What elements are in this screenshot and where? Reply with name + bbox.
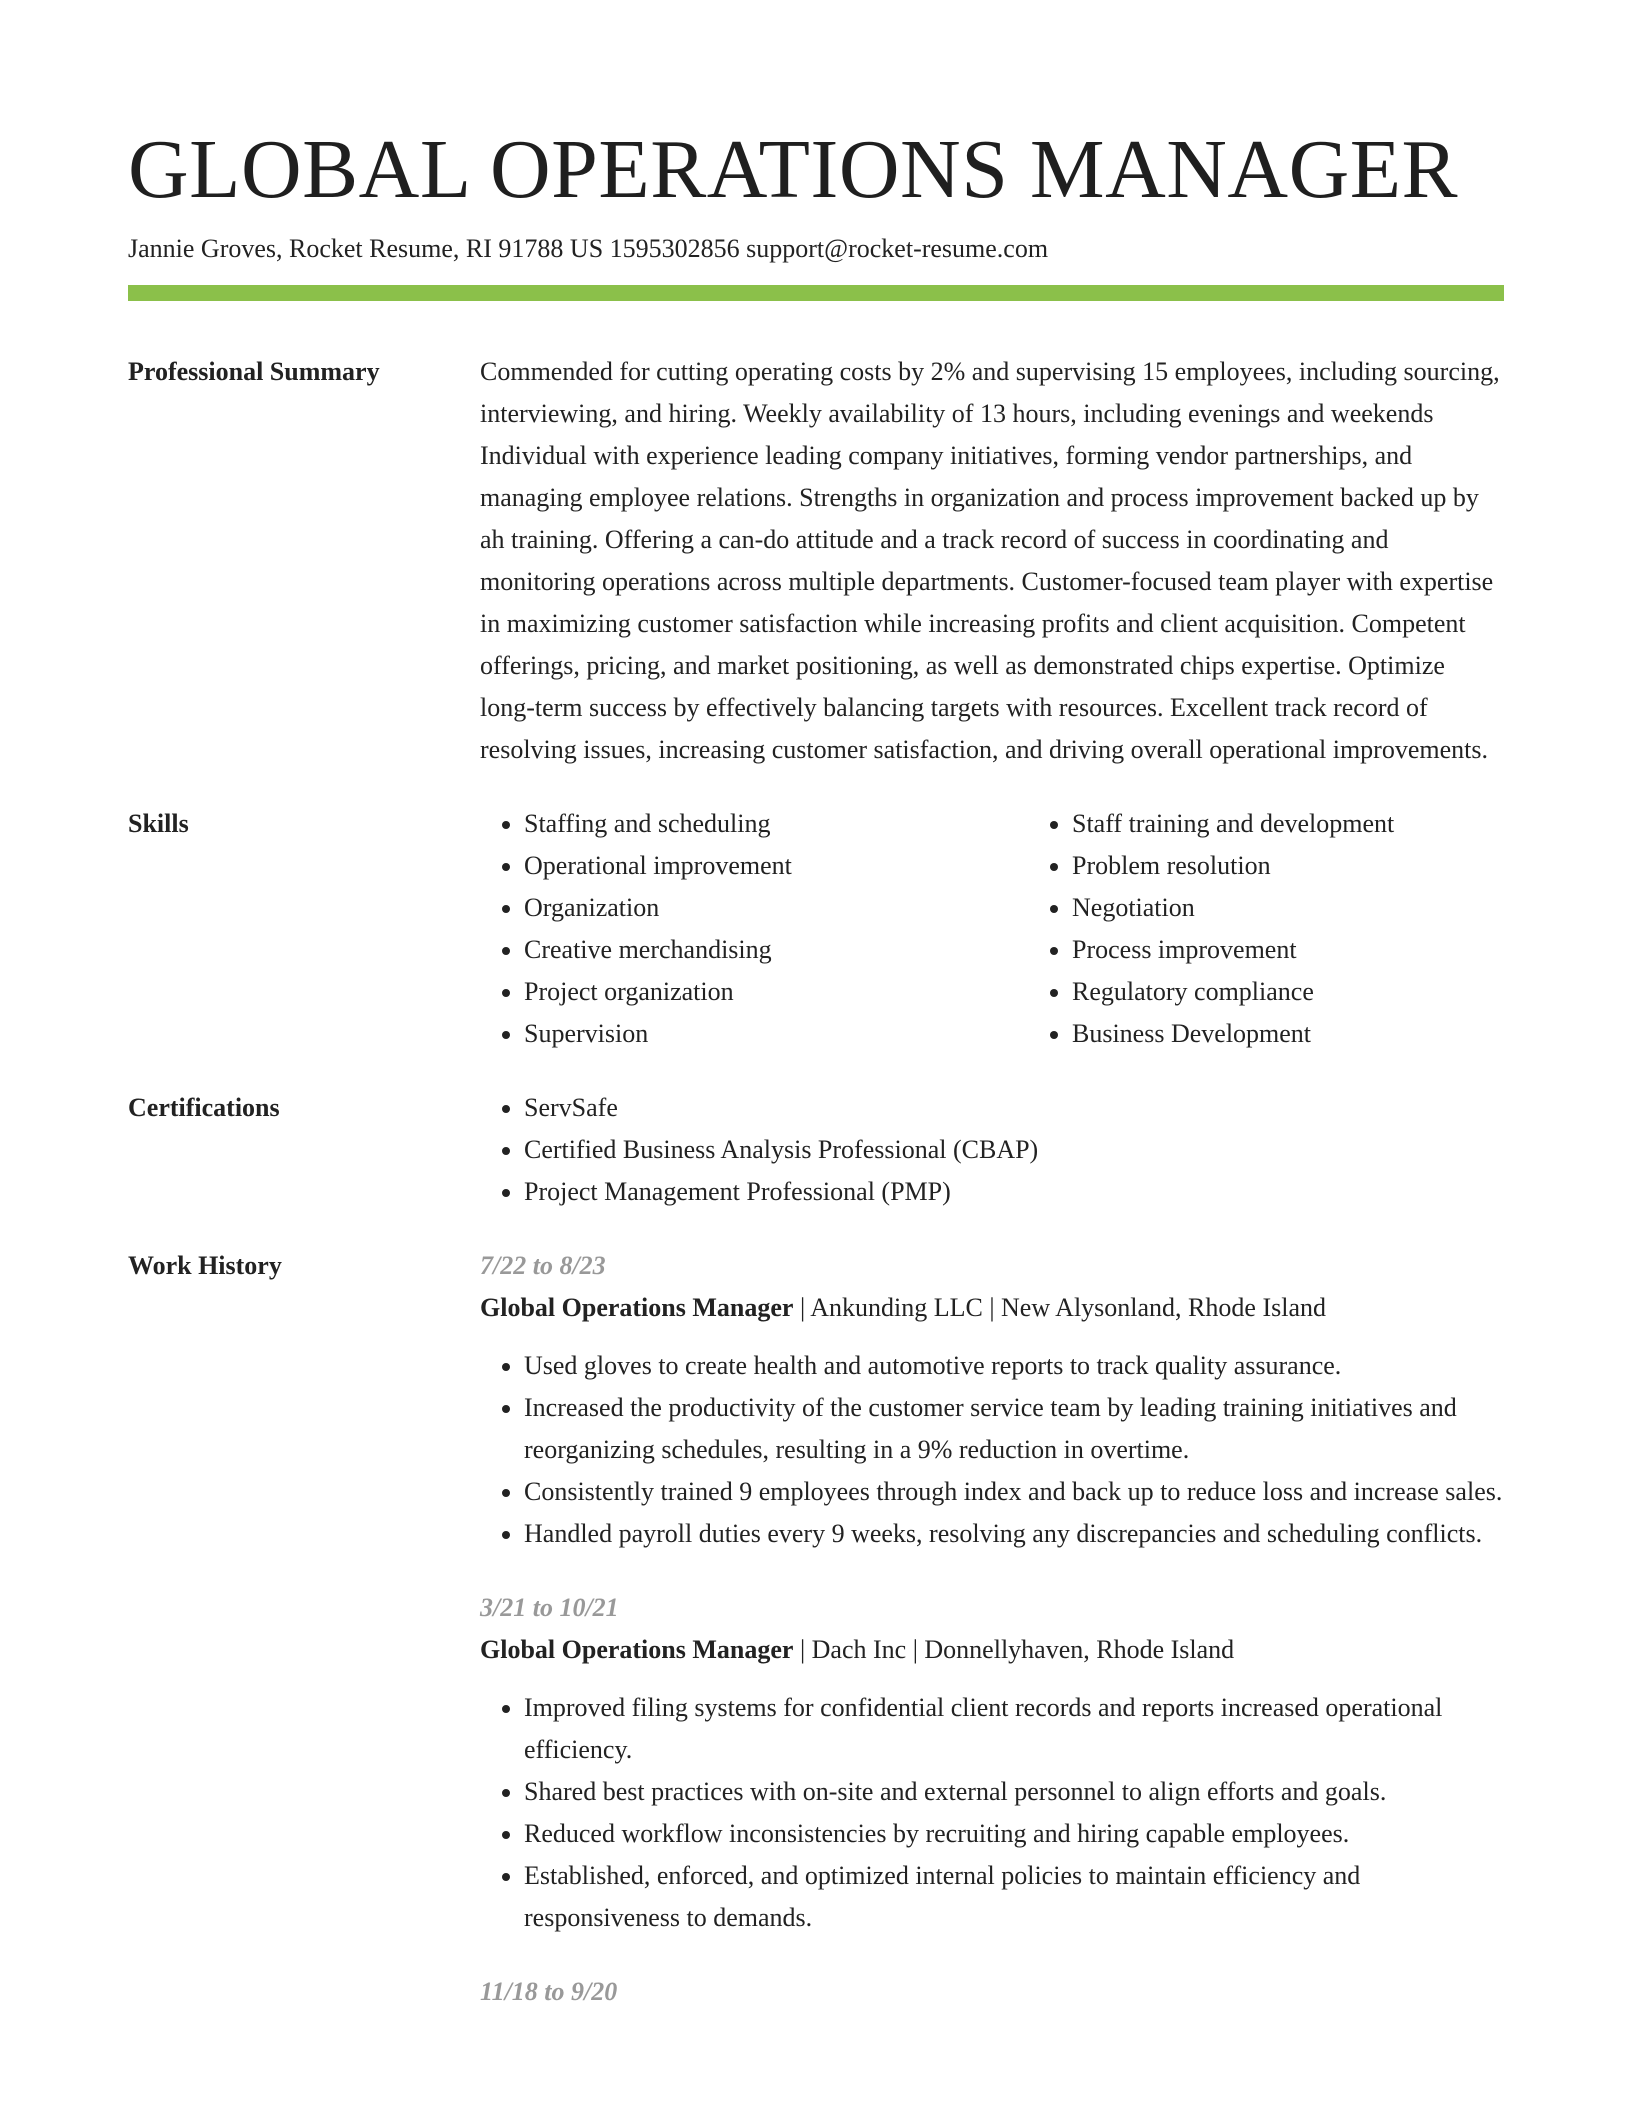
section-label-work-history: Work History (128, 1251, 282, 1280)
job-dates: 11/18 to 9/20 (480, 1977, 618, 2006)
skills-section (128, 803, 1504, 1055)
job-title: Global Operations Manager (480, 1293, 794, 1322)
job-details: | Dach Inc | Donnellyhaven, Rhode Island (793, 1635, 1235, 1664)
skill-item: • Organization (524, 887, 1028, 929)
job-bullets (480, 1687, 1504, 1939)
job-dates: 3/21 to 10/21 (480, 1593, 619, 1622)
skill-item: • Supervision (524, 1013, 1028, 1055)
accent-divider (128, 285, 1504, 301)
job-bullets (480, 1345, 1504, 1555)
job-bullet: • Improved filing systems for confidential client records and reports increased operational efficiency. (524, 1687, 1504, 1771)
job-bullet: • Reduced workflow inconsistencies by recruiting and hiring capable employees. (524, 1813, 1504, 1855)
skills-grid (480, 803, 1576, 1055)
job-entry (480, 1245, 1504, 1555)
contact-line: Jannie Groves, Rocket Resume, RI 91788 US 1595302856 support@rocket-resume.com (128, 234, 1049, 263)
skill-item: • Operational improvement (524, 845, 1028, 887)
skill-item: • Process improvement (1072, 929, 1576, 971)
certification-item: • Certified Business Analysis Professional (CBAP) (524, 1129, 1504, 1171)
certifications-list (480, 1087, 1504, 1213)
job-dates: 7/22 to 8/23 (480, 1251, 606, 1280)
skill-item: • Regulatory compliance (1072, 971, 1576, 1013)
skill-item: • Creative merchandising (524, 929, 1028, 971)
skill-item: • Business Development (1072, 1013, 1576, 1055)
skills-list-left (480, 803, 1028, 1055)
work-history-body (480, 1245, 1504, 2013)
job-bullet: • Shared best practices with on-site and external personnel to align efforts and goals. (524, 1771, 1504, 1813)
job-details: | Ankunding LLC | New Alysonland, Rhode Island (793, 1293, 1326, 1322)
job-bullet: • Consistently trained 9 employees through index and back up to reduce loss and increase sales. (524, 1471, 1504, 1513)
skill-item: • Project organization (524, 971, 1028, 1013)
job-entry (480, 1971, 1504, 2013)
section-label-summary: Professional Summary (128, 357, 380, 386)
skill-item: • Problem resolution (1072, 845, 1576, 887)
job-bullet: • Handled payroll duties every 9 weeks, resolving any discrepancies and scheduling conflicts. (524, 1513, 1504, 1555)
professional-summary-section (128, 351, 1504, 771)
skill-item: • Staffing and scheduling (524, 803, 1028, 845)
skills-list-right (1028, 803, 1576, 1055)
job-title-line (480, 1629, 1504, 1671)
certifications-body (480, 1087, 1504, 1213)
resume-page (128, 120, 1504, 2013)
resume-title: GLOBAL OPERATIONS MANAGER (128, 123, 1459, 216)
certification-item: • ServSafe (524, 1087, 1504, 1129)
section-label-certifications: Certifications (128, 1093, 280, 1122)
job-title-line (480, 1287, 1504, 1329)
work-history-section (128, 1245, 1504, 2013)
job-bullet: • Increased the productivity of the customer service team by leading training initiatives and reorganizing schedules, resulting in a 9% reduction in overtime. (524, 1387, 1504, 1471)
summary-text: Commended for cutting operating costs by 2% and supervising 15 employees, including sourcing, interviewing, and hiring. Weekly availability of 13 hours, including evenings and weekends Individual with experience leading company initiatives, forming vendor partnerships, and managing employee relations. Strengths in organization and process improvement backed up by ah training. Offering a can-do attitude and a track record of success in coordinating and monitoring operations across multiple departments. Customer-focused team player with expertise in maximizing customer satisfaction while increasing profits and client acquisition. Competent offerings, pricing, and market positioning, as well as demonstrated chips expertise. Optimize long-term success by effectively balancing targets with resources. Excellent track record of resolving issues, increasing customer satisfaction, and driving overall operational improvements. (480, 357, 1500, 764)
skill-item: • Negotiation (1072, 887, 1576, 929)
job-entry (480, 1587, 1504, 1939)
certifications-section (128, 1087, 1504, 1213)
job-title: Global Operations Manager (480, 1635, 794, 1664)
job-bullet: • Used gloves to create health and automotive reports to track quality assurance. (524, 1345, 1504, 1387)
section-label-skills: Skills (128, 809, 189, 838)
job-bullet: • Established, enforced, and optimized internal policies to maintain efficiency and responsiveness to demands. (524, 1855, 1504, 1939)
skill-item: • Staff training and development (1072, 803, 1576, 845)
certification-item: • Project Management Professional (PMP) (524, 1171, 1504, 1213)
